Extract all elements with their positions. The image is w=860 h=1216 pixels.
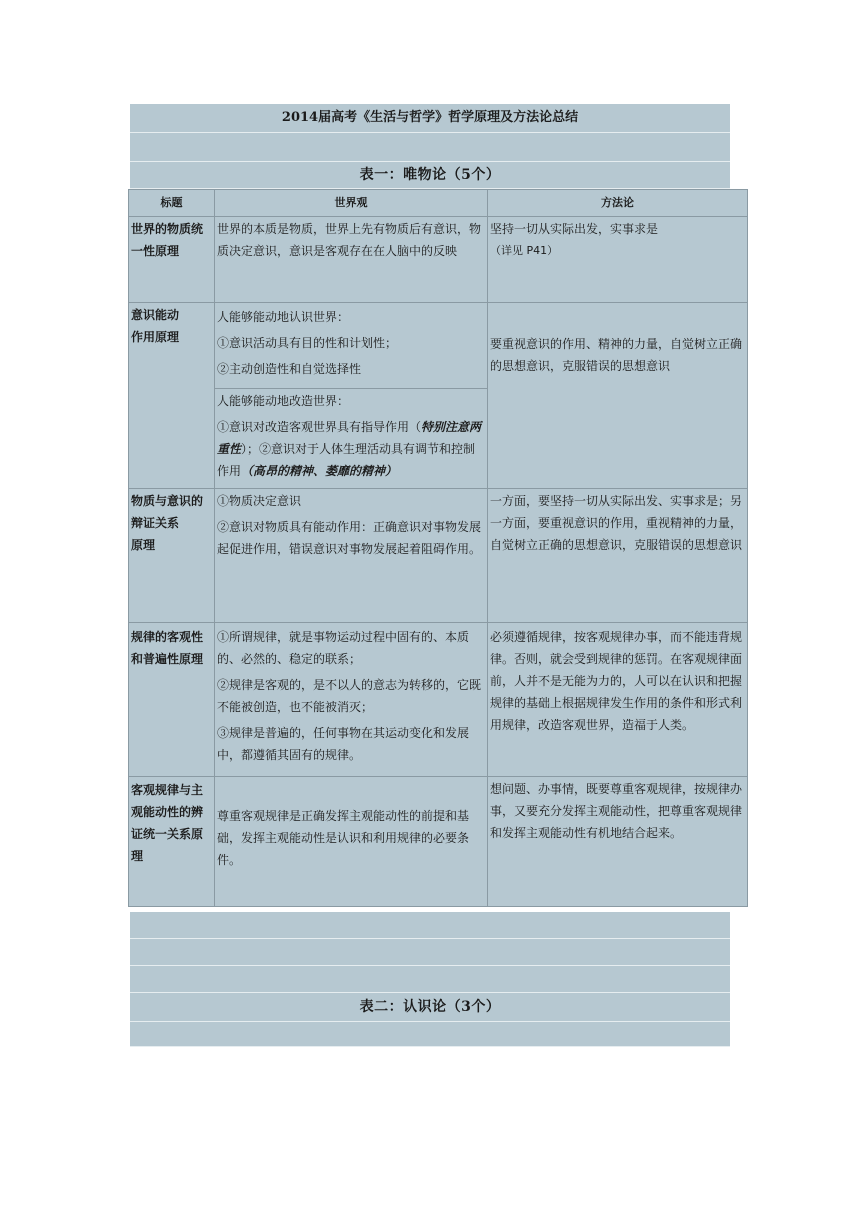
worldview-subtitle: 人能够能动地改造世界： [217, 394, 350, 408]
method-cell: 要重视意识的作用、精神的力量，自觉树立正确的思想意识，克服错误的思想意识 [488, 303, 748, 489]
document-title: 2014届高考《生活与哲学》哲学原理及方法论总结 [281, 110, 579, 125]
page-band [130, 939, 730, 966]
row-label-line: 作用原理 [131, 330, 180, 344]
emphasis-text: 特别注意两重性 [217, 420, 482, 456]
worldview-item: ①物质决定意识 [217, 494, 302, 508]
page-band [130, 912, 730, 939]
header-label: 标题 [129, 190, 215, 217]
row-label [129, 489, 215, 623]
table-row [129, 777, 748, 907]
worldview-subtitle: 人能够能动地认识世界： [217, 310, 350, 324]
materialism-table [128, 189, 748, 907]
row-label: 客观规律与主观能动性的辨证统一关系原理 [129, 777, 215, 907]
worldview-text: ①意识对改造客观世界具有指导作用（ [217, 420, 422, 434]
worldview-item [217, 416, 485, 482]
emphasis-text: （高昂的精神、萎靡的精神） [241, 464, 398, 478]
row-label-line: 规律的客观性 [131, 630, 204, 644]
table1-title: 表一：唯物论（5个） [359, 167, 501, 183]
worldview-cell: 世界的本质是物质，世界上先有物质后有意识，物质决定意识，意识是客观存在在人脑中的反映 [215, 217, 488, 303]
row-label-line: 物质与意识的 [131, 494, 204, 508]
row-label [129, 623, 215, 777]
row-label [129, 303, 215, 489]
method-cell [488, 217, 748, 303]
table-row [129, 489, 748, 623]
header-worldview: 世界观 [215, 190, 488, 217]
method-cell: 必须遵循规律，按客观规律办事，而不能违背规律。否则，就会受到规律的惩罚。在客观规律面前，人并不是无能为力的，人可以在认识和把握规律的基础上根据规律发生作用的条件和形式利用规律，改造客观世界，造福于人类。 [488, 623, 748, 777]
worldview-item: ③规律是普遍的，任何事物在其运动变化和发展中，都遵循其固有的规律。 [217, 726, 470, 762]
row-label-line: 原理 [131, 538, 156, 552]
row-label-line: 意识能动 [131, 308, 180, 322]
worldview-item: ②主动创造性和自觉选择性 [217, 362, 362, 376]
worldview-item: ①意识活动具有目的性和计划性； [217, 336, 398, 350]
table-header-row [129, 190, 748, 217]
table-row [129, 217, 748, 303]
worldview-item: ②规律是客观的，是不以人的意志为转移的，它既不能被创造，也不能被消灭； [217, 678, 482, 714]
table-row [129, 623, 748, 777]
row-label-line: 辩证关系 [131, 516, 180, 530]
table2-title: 表二：认识论（3个） [359, 999, 501, 1015]
page-band [130, 1022, 730, 1047]
worldview-text: ）；②意识对于人体生理活动具有调节和控制作用 [217, 442, 476, 478]
worldview-item: ①所谓规律，就是事物运动过程中固有的、本质的、必然的、稳定的联系； [217, 630, 470, 666]
worldview-cell [215, 489, 488, 623]
worldview-item: ②意识对物质具有能动作用：正确意识对事物发展起促进作用，错误意识对事物发展起着阻碍作用。 [217, 520, 482, 556]
header-method: 方法论 [488, 190, 748, 217]
worldview-cell: 尊重客观规律是正确发挥主观能动性的前提和基础，发挥主观能动性是认识和利用规律的必要条件。 [215, 777, 488, 907]
method-cell: 一方面，要坚持一切从实际出发、实事求是；另一方面，要重视意识的作用，重视精神的力量，自觉树立正确的思想意识，克服错误的思想意识 [488, 489, 748, 623]
page-reference: （详见 P41） [490, 244, 559, 257]
page-band [130, 966, 730, 993]
worldview-cell [215, 303, 488, 389]
table-row [129, 303, 748, 389]
page-band [130, 133, 730, 162]
method-cell: 想问题、办事情，既要尊重客观规律，按规律办事，又要充分发挥主观能动性，把尊重客观规律和发挥主观能动性有机地结合起来。 [488, 777, 748, 907]
row-label-line: 和普遍性原理 [131, 652, 204, 666]
method-text: 坚持一切从实际出发，实事求是 [490, 222, 659, 236]
row-label: 世界的物质统一性原理 [129, 217, 215, 303]
worldview-cell [215, 389, 488, 489]
worldview-cell [215, 623, 488, 777]
